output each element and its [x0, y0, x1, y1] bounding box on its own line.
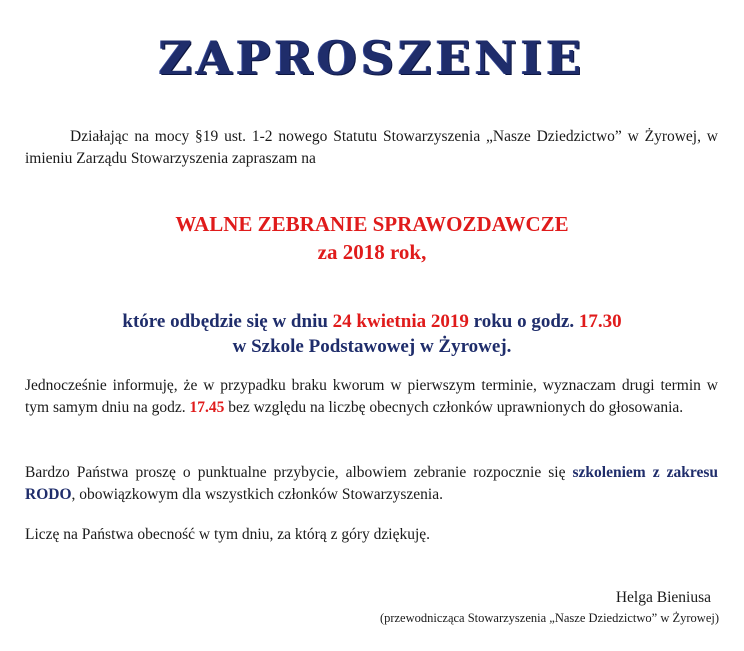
training-text-before: Bardzo Państwa proszę o punktualne przybycie, albowiem zebranie rozpocznie się — [25, 464, 573, 481]
meeting-title: WALNE ZEBRANIE SPRAWOZDAWCZE — [175, 212, 569, 236]
datetime-prefix: które odbędzie się w dniu — [122, 311, 333, 332]
meeting-year: za 2018 rok, — [317, 240, 427, 264]
training-paragraph — [25, 462, 718, 506]
quorum-text-before: Jednocześnie informuję, że w przypadku braku kworum w pierwszym terminie, wyznaczam drugi termin w tym samym dniu na godz. — [25, 377, 718, 416]
datetime-middle: roku o godz. — [468, 311, 579, 332]
training-text-after: , obowiązkowym dla wszystkich członków Stowarzyszenia. — [71, 486, 443, 503]
quorum-paragraph — [25, 375, 718, 419]
intro-text: Działając na mocy §19 ust. 1-2 nowego Statutu Stowarzyszenia „Nasze Dziedzictwo” w Żyrowej, w imieniu Zarządu Stowarzyszenia zapraszam na — [25, 128, 718, 167]
quorum-text-after: bez względu na liczbę obecnych członków uprawnionych do głosowania. — [224, 399, 684, 416]
meeting-place: w Szkole Podstawowej w Żyrowej. — [232, 336, 512, 357]
intro-paragraph — [25, 126, 718, 170]
meeting-datetime — [0, 309, 744, 335]
page-title: ZAPROSZENIE — [158, 31, 586, 85]
training-highlight: szkoleniem z zakresu RODO — [25, 464, 718, 503]
meeting-time: 17.30 — [578, 311, 622, 332]
signature-role: (przewodnicząca Stowarzyszenia „Nasze Dziedzictwo” w Żyrowej) — [379, 611, 719, 625]
meeting-date: 24 kwietnia 2019 — [332, 311, 469, 332]
signature-name: Helga Bieniusa — [615, 589, 711, 606]
closing-paragraph: Liczę na Państwa obecność w tym dniu, za którą z góry dziękuję. — [25, 526, 431, 543]
second-term-time: 17.45 — [189, 399, 225, 416]
